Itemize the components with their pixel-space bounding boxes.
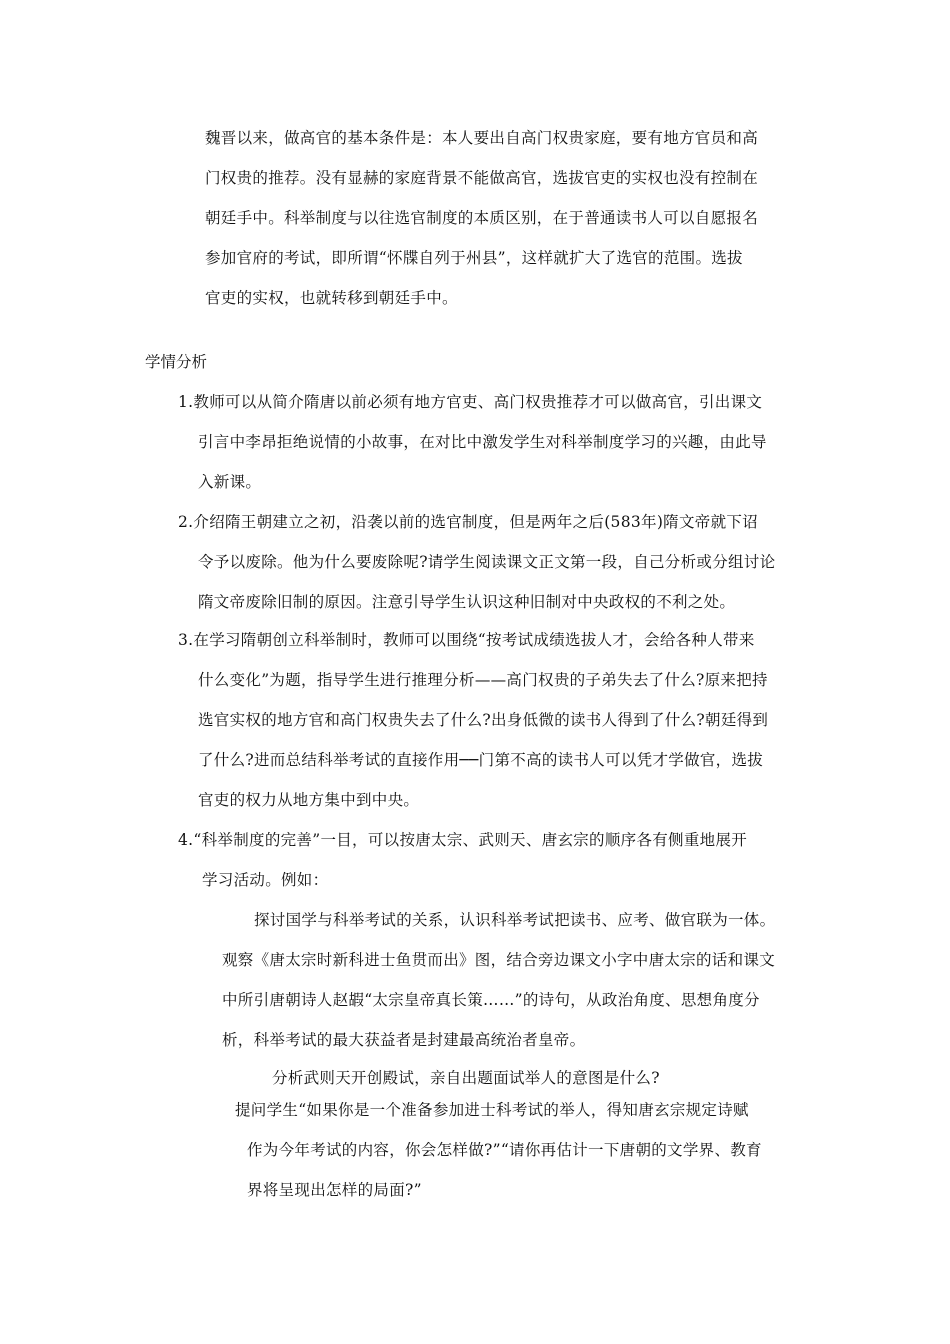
list-item-text: 引言中李昂拒绝说情的小故事，在对比中激发学生对科举制度学习的兴趣，由此导: [198, 433, 767, 451]
list-item-text: 教师可以从简介隋唐以前必须有地方官吏、高门权贵推荐才可以做高官，引出课文: [193, 393, 763, 411]
list-item-line: [178, 382, 818, 422]
intro-line: 门权贵的推荐。没有显赫的家庭背景不能做高官，选拔官吏的实权也没有控制在: [205, 169, 759, 187]
list-item-text: “科举制度的完善”一目，可以按唐太宗、武则天、唐玄宗的顺序各有侧重地展开: [193, 831, 748, 849]
example-line: 分析武则天开创殿试，亲自出题面试举人的意图是什么?: [272, 1069, 660, 1087]
list-item-text: 什么变化”为题，指导学生进行推理分析——高门权贵的子弟失去了什么?原来把持: [198, 671, 768, 689]
section-heading: 学情分析: [145, 353, 208, 371]
list-item-text: 选官实权的地方官和高门权贵失去了什么?出身低微的读书人得到了什么?朝廷得到: [198, 711, 769, 729]
example-line: 观察《唐太宗时新科进士鱼贯而出》图，结合旁边课文小字中唐太宗的话和课文: [222, 951, 776, 969]
list-item: [178, 502, 818, 622]
list-item-text: 在学习隋朝创立科举制时，教师可以围绕“按考试成绩选拔人才，会给各种人带来: [193, 631, 755, 649]
list-item: [178, 382, 818, 502]
example-line: 探讨国学与科举考试的关系，认识科举考试把读书、应考、做官联为一体。: [254, 911, 776, 929]
list-item-text: 介绍隋王朝建立之初，沿袭以前的选官制度，但是两年之后(583年)隋文帝就下诏: [193, 513, 758, 531]
example-line: 提问学生“如果你是一个准备参加进士科考试的举人，得知唐玄宗规定诗赋: [235, 1101, 749, 1119]
example-paragraph: [222, 900, 817, 1060]
example-line: 中所引唐朝诗人赵嘏“太宗皇帝真长策……”的诗句，从政治角度、思想角度分: [222, 991, 760, 1009]
list-item-line: [178, 502, 818, 542]
list-item-number: 2.: [178, 513, 194, 531]
list-item-line: [178, 620, 818, 660]
list-item-line: [178, 820, 818, 860]
list-item-text: 令予以废除。他为什么要废除呢?请学生阅读课文正文第一段，自己分析或分组讨论: [198, 553, 776, 571]
intro-line: 官吏的实权，也就转移到朝廷手中。: [205, 289, 458, 307]
intro-line: 参加官府的考试，即所谓“怀牒自列于州县”，这样就扩大了选官的范围。选拔: [205, 249, 743, 267]
list-item-number: 3.: [178, 631, 194, 649]
list-item-text: 隋文帝废除旧制的原因。注意引导学生认识这种旧制对中央政权的不利之处。: [198, 593, 736, 611]
example-paragraph: [235, 1090, 820, 1210]
intro-line: 朝廷手中。科举制度与以往选官制度的本质区别，在于普通读书人可以自愿报名: [205, 209, 759, 227]
list-item: [178, 620, 818, 820]
list-item-text: 学习活动。例如：: [202, 871, 329, 889]
list-item-text: 官吏的权力从地方集中到中央。: [198, 791, 420, 809]
example-line: 析，科举考试的最大获益者是封建最高统治者皇帝。: [222, 1031, 586, 1049]
intro-line: 魏晋以来，做高官的基本条件是：本人要出自高门权贵家庭，要有地方官员和高: [205, 129, 759, 147]
list-item-number: 1.: [178, 393, 194, 411]
example-line: 界将呈现出怎样的局面?”: [247, 1181, 422, 1199]
list-item-text: 入新课。: [198, 473, 262, 491]
list-item-number: 4.: [178, 831, 194, 849]
list-item-text: 了什么?进而总结科举考试的直接作用──门第不高的读书人可以凭才学做官，选拔: [198, 751, 764, 769]
intro-paragraph: [205, 118, 815, 318]
list-item: [178, 820, 818, 900]
example-line: 作为今年考试的内容，你会怎样做?”“请你再估计一下唐朝的文学界、教育: [247, 1141, 762, 1159]
